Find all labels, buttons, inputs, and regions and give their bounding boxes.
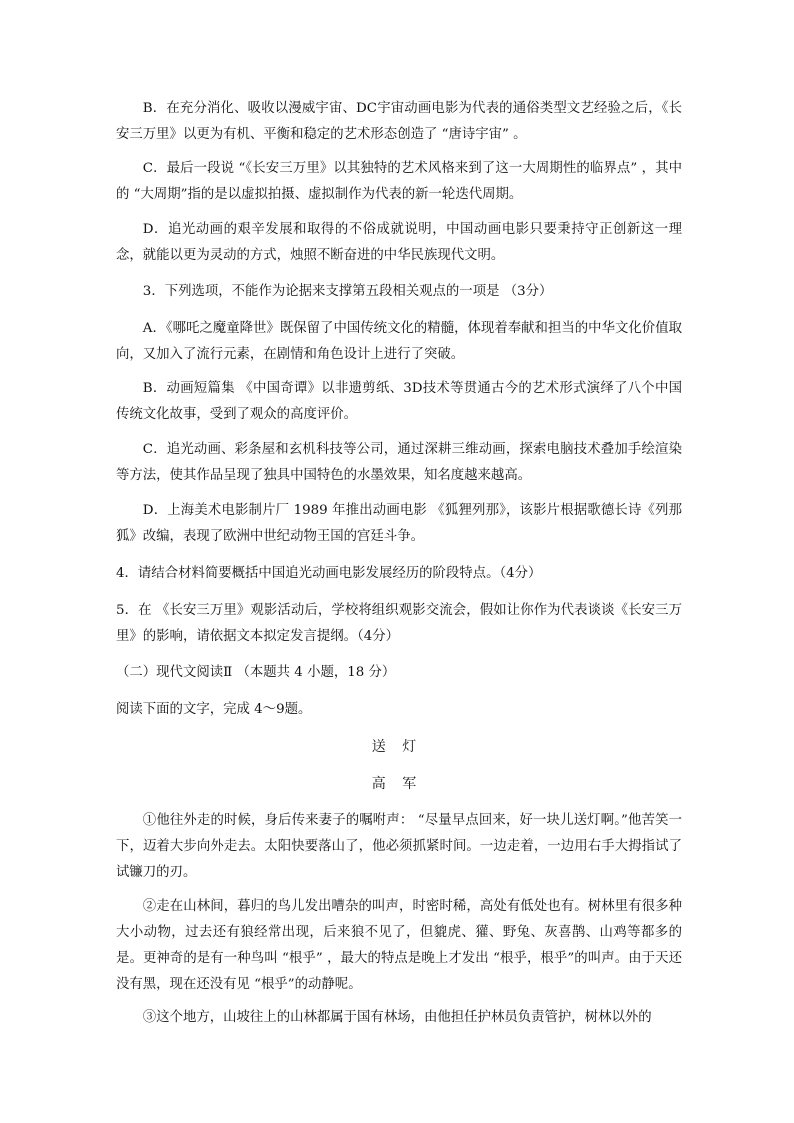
- story-paragraph-1: ①他往外走的时候，身后传来妻子的嘱咐声： “尽量早点回来，好一块儿送灯啊。”他苦笑一下，迈着大步向外走去。太阳快要落山了，他必须抓紧时间。一边走着，一边用右手大拇指试了试镰刀的刃。: [116, 813, 682, 880]
- option-c-paragraph: C．最后一段说 “《长安三万里》以其独特的艺术风格来到了这一大周期性的临界点” ，其中的 “大周期”指的是以虚拟拍摄、虚拟制作为代表的新一轮迭代周期。: [116, 161, 682, 202]
- question-3: 3．下列选项，不能作为论据来支撑第五段相关观点的一项是 （3分）: [142, 284, 553, 299]
- question-3-option-c: C．追光动画、彩条屋和玄机科技等公司，通过深耕三维动画，探索电脑技术叠加手绘渲染等方法，使其作品呈现了独具中国特色的水墨效果，知名度越来越高。: [116, 442, 682, 483]
- reading-instruction: 阅读下面的文字，完成 4～9题。: [116, 702, 312, 717]
- question-4: 4．请结合材料简要概括中国追光动画电影发展经历的阶段特点。（4分）: [116, 566, 542, 581]
- question-3-option-b: B．动画短篇集 《中国奇谭》以非遗剪纸、3D技术等贯通古今的艺术形式演绎了八个中国传统文化故事，受到了观众的高度评价。: [116, 381, 682, 422]
- story-paragraph-3: ③这个地方，山坡往上的山林都属于国有林场，由他担任护林员负责管护，树林以外的: [142, 1010, 652, 1025]
- story-paragraph-2: ②走在山林间，暮归的鸟儿发出嘈杂的叫声，时密时稀，高处有低处也有。树林里有很多种大小动物，过去还有狼经常出现，后来狼不见了，但貔虎、獾、野兔、灰喜鹊、山鸡等都多的是。更神奇的是有一种鸟叫 “根乎” ，最大的特点是晚上才发出 “根乎，根乎”的叫声。由于天还没有黑，现在还没有见 “根乎”的动静呢。: [116, 899, 682, 992]
- question-3-option-a: A．《哪吒之魔童降世》既保留了中国传统文化的精髓，体现着奉献和担当的中华文化价值取向，又加入了流行元素，在剧情和角色设计上进行了突破。: [116, 321, 682, 362]
- option-d-paragraph: D．追光动画的艰辛发展和取得的不俗成就说明，中国动画电影只要秉持守正创新这一理念，就能以更为灵动的方式，烛照不断奋进的中华民族现代文明。: [116, 222, 682, 263]
- option-b-paragraph: B．在充分消化、吸收以漫威宇宙、DC宇宙动画电影为代表的通俗类型文艺经验之后，《长安三万里》以更为有机、平衡和稳定的艺术形态创造了 “唐诗宇宙” 。: [116, 101, 682, 142]
- question-3-option-d: D．上海美术电影制片厂 1989 年推出动画电影 《狐狸列那》，该影片根据歌德长诗《列那 狐》改编，表现了欧洲中世纪动物王国的宫廷斗争。: [116, 503, 682, 544]
- story-title: 送 灯: [371, 739, 423, 755]
- story-author: 高 军: [371, 776, 423, 792]
- question-5: 5．在 《长安三万里》观影活动后，学校将组织观影交流会，假如让你作为代表谈谈《长安三万里》的影响，请依据文本拟定发言提纲。（4分）: [116, 603, 682, 644]
- section-heading: （二）现代文阅读Ⅱ （本题共 4 小题，18 分）: [116, 665, 396, 680]
